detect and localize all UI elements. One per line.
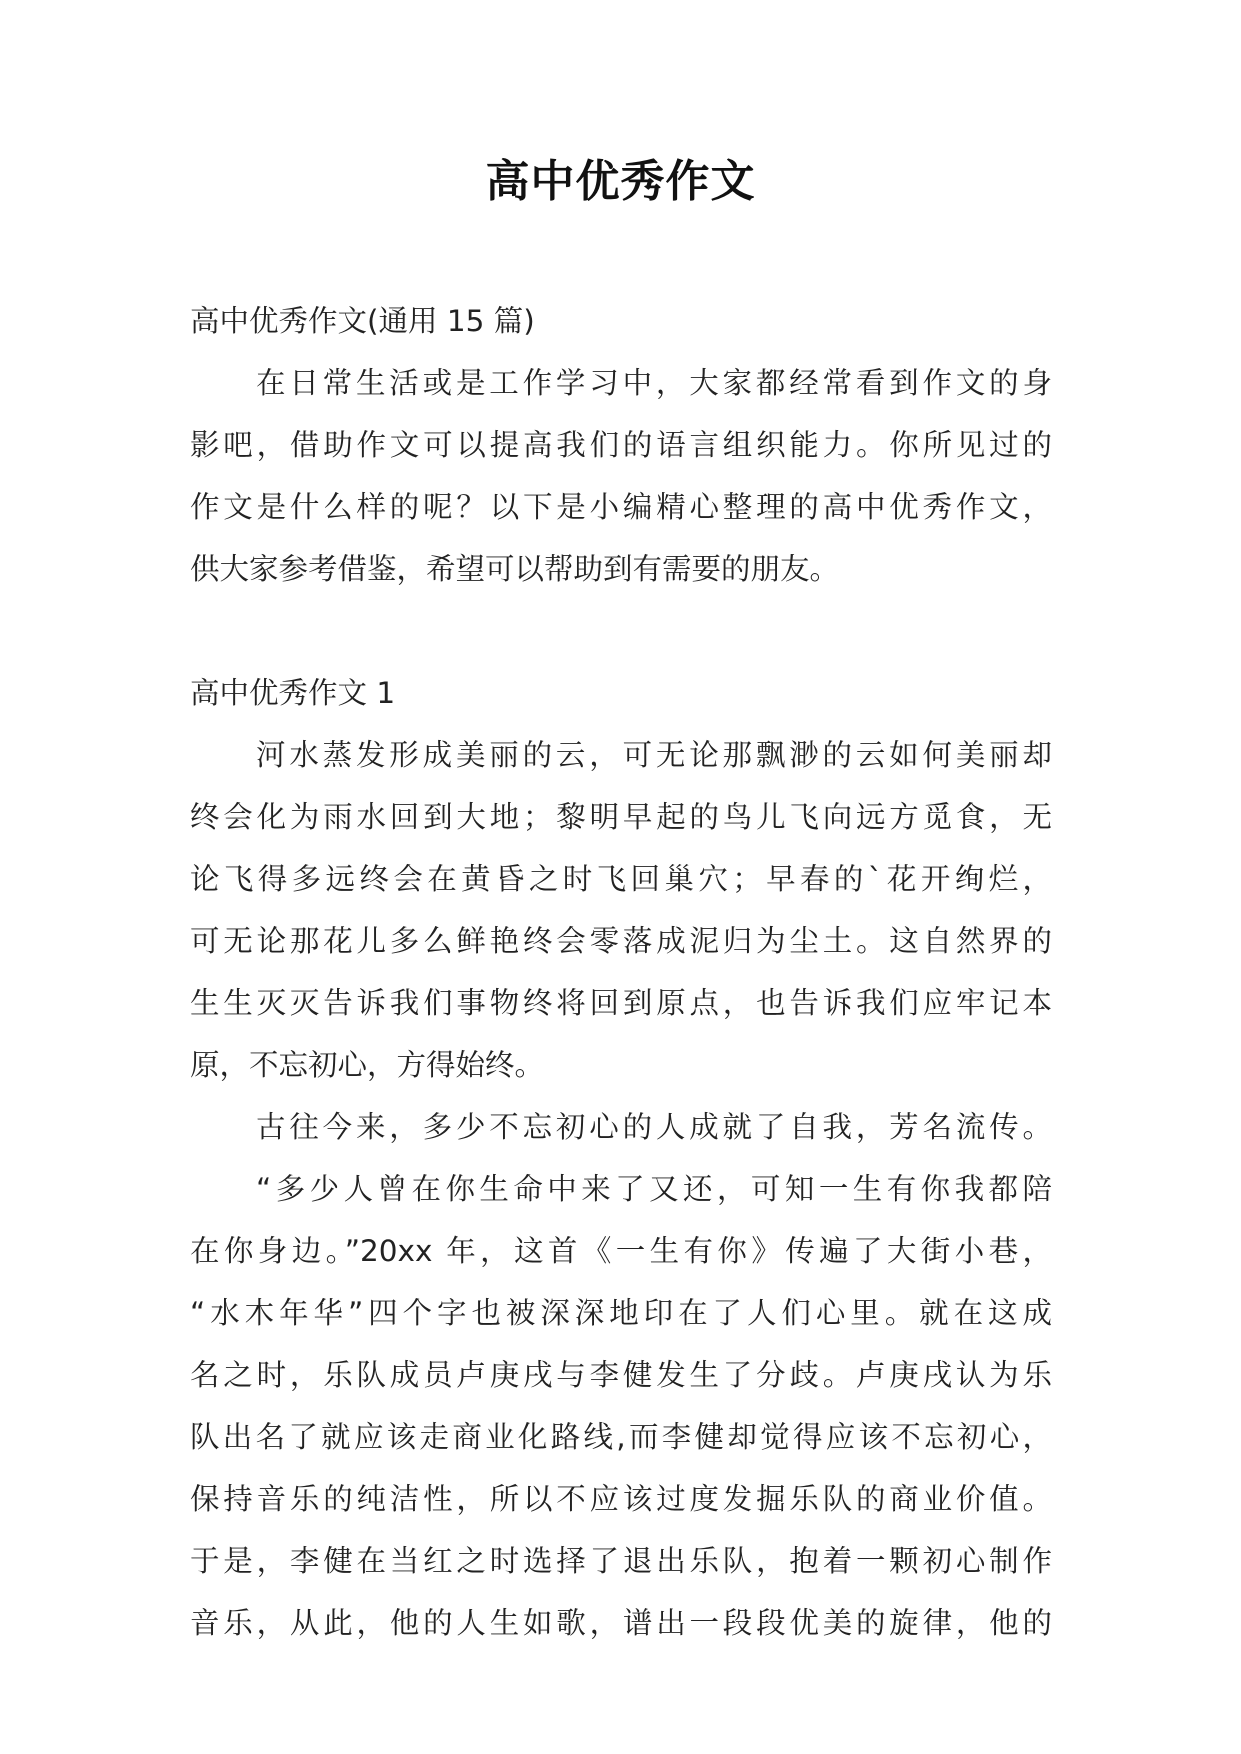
intro-line: 影吧，借助作文可以提高我们的语言组织能力。你所见过的: [190, 428, 1052, 462]
intro-line: 供大家参考借鉴，希望可以帮助到有需要的朋友。: [190, 552, 840, 586]
para1-line: 原，不忘初心，方得始终。: [190, 1048, 545, 1082]
paragraph-gap: [190, 600, 1052, 662]
para3-line: “水木年华”四个字也被深深地印在了人们心里。就在这成: [190, 1296, 1052, 1330]
para3-line: 队出名了就应该走商业化路线,而李健却觉得应该不忘初心，: [190, 1420, 1052, 1454]
para3-line: 于是，李健在当红之时选择了退出乐队，抱着一颗初心制作: [190, 1544, 1052, 1578]
para2-line: 古往今来，多少不忘初心的人成就了自我，芳名流传。: [256, 1110, 1052, 1144]
para3-line: 名之时，乐队成员卢庚戌与李健发生了分歧。卢庚戌认为乐: [190, 1358, 1052, 1392]
para1-line: 论飞得多远终会在黄昏之时飞回巢穴；早春的`花开绚烂，: [190, 862, 1052, 896]
para1-line: 终会化为雨水回到大地；黎明早起的鸟儿飞向远方觅食，无: [190, 800, 1052, 834]
intro-line: 作文是什么样的呢？以下是小编精心整理的高中优秀作文，: [190, 490, 1052, 524]
section-heading: 高中优秀作文 1: [190, 676, 396, 710]
document-title: 高中优秀作文: [485, 156, 756, 207]
para1-line: 可无论那花儿多么鲜艳终会零落成泥归为尘土。这自然界的: [190, 924, 1052, 958]
para3-line: 保持音乐的纯洁性，所以不应该过度发掘乐队的商业价值。: [190, 1482, 1052, 1516]
para3-line: 在你身边。”20xx 年，这首《一生有你》传遍了大街小巷，: [190, 1234, 1052, 1268]
document-subtitle: 高中优秀作文(通用 15 篇): [190, 304, 535, 338]
intro-line: 在日常生活或是工作学习中，大家都经常看到作文的身: [256, 366, 1052, 400]
document-body: [190, 290, 1052, 1654]
para3-line: “多少人曾在你生命中来了又还，可知一生有你我都陪: [256, 1172, 1052, 1206]
para3-line: 音乐，从此，他的人生如歌，谱出一段段优美的旋律，他的: [190, 1606, 1052, 1640]
para1-line: 生生灭灭告诉我们事物终将回到原点，也告诉我们应牢记本: [190, 986, 1052, 1020]
para1-line: 河水蒸发形成美丽的云，可无论那飘渺的云如何美丽却: [256, 738, 1052, 772]
